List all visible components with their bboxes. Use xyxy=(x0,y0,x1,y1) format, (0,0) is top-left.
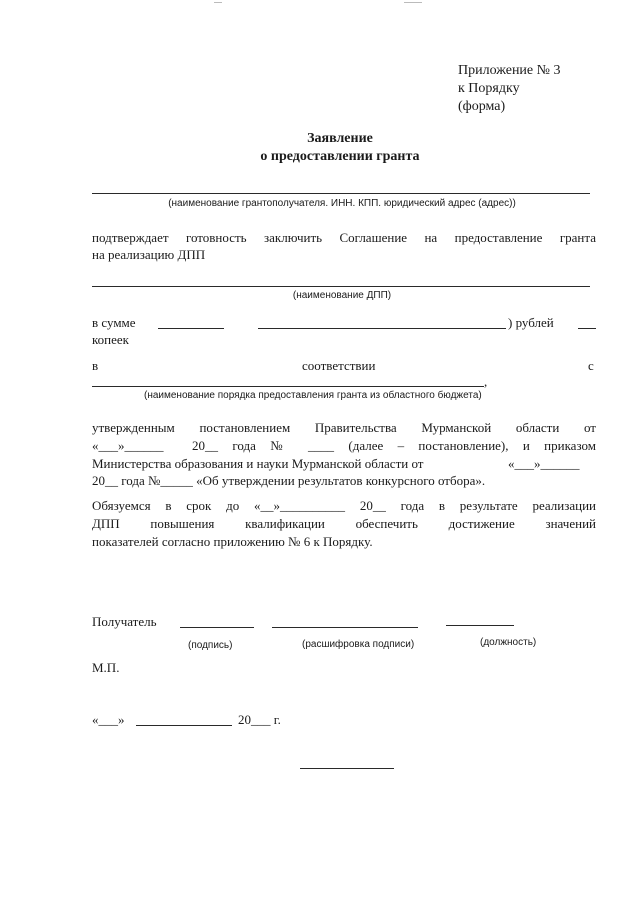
appendix-form-label: (форма) xyxy=(458,99,506,114)
scan-mark-left xyxy=(214,2,222,3)
kopecks-blank xyxy=(578,328,596,329)
approved-line-4: 20__ года №_____ «Об утверждении результатов конкурсного отбора». xyxy=(92,473,486,488)
stamp-label: М.П. xyxy=(92,660,120,675)
sum-digits-blank xyxy=(158,328,224,329)
approved-line-2-date: «___»______ xyxy=(92,438,164,453)
approved-line-3-date: «___»______ xyxy=(508,456,580,471)
date-year: 20___ г. xyxy=(238,712,281,727)
decoding-blank xyxy=(272,627,418,628)
oblige-line-3: показателей согласно приложению № 6 к Порядку. xyxy=(92,534,373,549)
oblige-line-1: Обязуемся в срок до «__»__________ 20__ года в результате реализации xyxy=(92,498,596,513)
signature-blank xyxy=(180,627,254,628)
procedure-caption: (наименование порядка предоставления гранта из областного бюджета) xyxy=(144,390,482,401)
bottom-separator xyxy=(300,768,394,769)
sum-words-blank xyxy=(258,328,506,329)
confirm-text-line-1: подтверждает готовность заключить Соглашение на предоставление гранта xyxy=(92,230,596,245)
accordance-word: соответствии xyxy=(302,358,376,373)
in-word: в xyxy=(92,358,99,373)
date-day: «___» xyxy=(92,712,125,727)
dpp-underline xyxy=(92,286,590,287)
procedure-comma: , xyxy=(484,374,488,389)
signature-caption: (подпись) xyxy=(188,640,233,651)
with-word: с xyxy=(588,358,594,373)
approved-line-1: утвержденным постановлением Правительства Мурманской области от xyxy=(92,420,596,435)
rubles-label: ) рублей xyxy=(508,315,554,330)
appendix-header xyxy=(458,62,561,116)
confirm-text-line-2: на реализацию ДПП xyxy=(92,247,206,262)
approved-line-3: Министерства образования и науки Мурманской области от xyxy=(92,456,424,471)
sum-label: в сумме xyxy=(92,315,136,330)
appendix-order-ref: к Порядку xyxy=(458,81,520,96)
position-caption: (должность) xyxy=(480,637,537,648)
scan-mark-right xyxy=(404,2,422,3)
title-line-2: о предоставлении гранта xyxy=(260,149,420,164)
procedure-underline xyxy=(92,386,484,387)
approved-line-2: 20__ года № ____ (далее – постановление), и приказом xyxy=(192,438,596,453)
position-blank xyxy=(446,625,514,626)
title-line-1: Заявление xyxy=(307,131,373,146)
grantee-caption: (наименование грантополучателя. ИНН. КПП. юридический адрес (адрес)) xyxy=(168,198,516,209)
appendix-number: Приложение № 3 xyxy=(458,63,561,78)
grantee-underline xyxy=(92,193,590,194)
date-month-blank xyxy=(136,725,232,726)
oblige-line-2: ДПП повышения квалификации обеспечить достижение значений xyxy=(92,516,596,531)
recipient-label: Получатель xyxy=(92,614,157,629)
document-title xyxy=(220,130,460,166)
dpp-caption: (наименование ДПП) xyxy=(292,290,392,301)
decoding-caption: (расшифровка подписи) xyxy=(302,639,415,650)
kopecks-label: копеек xyxy=(92,332,129,347)
